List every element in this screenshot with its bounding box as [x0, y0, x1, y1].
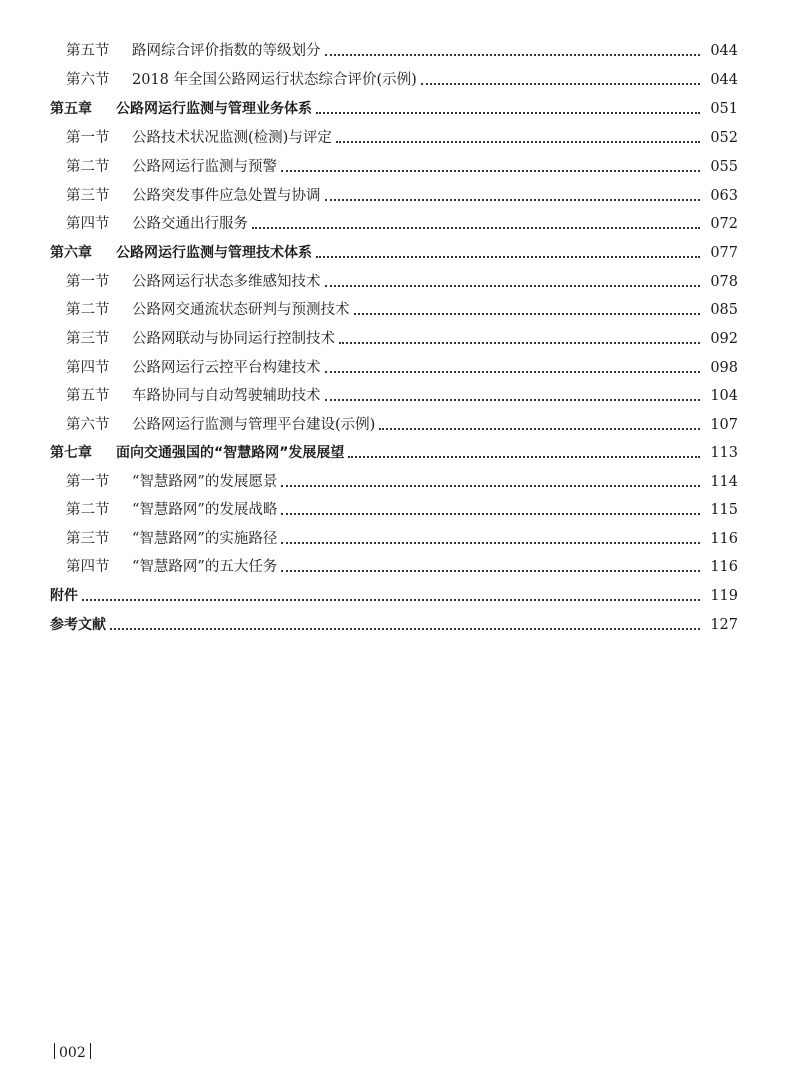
toc-entry-number: 第三节 — [66, 188, 110, 204]
toc-chapter-number: 第五章 — [50, 101, 92, 117]
toc-entry-title: “智慧路网”的五大任务 — [132, 559, 278, 575]
toc-entry-number: 第五节 — [66, 43, 110, 59]
toc-chapter-title: 公路网运行监测与管理技术体系 — [116, 245, 312, 261]
toc-entry[interactable] — [66, 127, 738, 149]
toc-chapter-page: 113 — [710, 445, 738, 461]
toc-entry-page: 116 — [710, 531, 738, 547]
toc-entry[interactable] — [66, 299, 738, 321]
toc-chapter-title: 公路网运行监测与管理业务体系 — [116, 101, 312, 117]
toc-entry[interactable] — [66, 271, 738, 293]
toc-references-title: 参考文献 — [50, 617, 106, 633]
dot-leader — [316, 112, 700, 114]
toc-chapter-title: 面向交通强国的“智慧路网”发展展望 — [116, 445, 345, 461]
toc-entry-title: 公路交通出行服务 — [132, 216, 248, 232]
dot-leader — [421, 83, 700, 85]
dot-leader — [354, 313, 701, 315]
toc-entry-page: 055 — [710, 159, 738, 175]
page-footer — [50, 1043, 95, 1061]
toc-entry-title: 公路网运行监测与管理平台建设(示例) — [132, 417, 376, 433]
dot-leader — [348, 456, 700, 458]
toc-entry[interactable] — [66, 385, 738, 407]
dot-leader — [339, 342, 700, 344]
toc-entry-title: 公路网联动与协同运行控制技术 — [132, 331, 335, 347]
toc-entry-page: 104 — [710, 388, 738, 404]
toc-entry[interactable] — [66, 185, 738, 207]
dot-leader — [325, 371, 701, 373]
dot-leader — [316, 256, 700, 258]
dot-leader — [325, 285, 701, 287]
toc-entry[interactable] — [66, 213, 738, 235]
toc-chapter-page: 077 — [710, 245, 738, 261]
toc-entry[interactable] — [66, 414, 738, 436]
toc-references-page: 127 — [710, 617, 738, 633]
dot-leader — [281, 170, 700, 172]
toc-entry-page: 063 — [710, 188, 738, 204]
toc-appendix-entry[interactable] — [50, 585, 738, 607]
dot-leader — [82, 599, 700, 601]
toc-entry-title: “智慧路网”的实施路径 — [132, 531, 278, 547]
toc-entry-page: 044 — [710, 43, 738, 59]
toc-entry-number: 第二节 — [66, 302, 110, 318]
dot-leader — [110, 628, 700, 630]
toc-entry[interactable] — [66, 328, 738, 350]
toc-appendix-page: 119 — [710, 588, 738, 604]
toc-entry-number: 第二节 — [66, 159, 110, 175]
dot-leader — [325, 54, 701, 56]
toc-entry-number: 第四节 — [66, 360, 110, 376]
dot-leader — [325, 199, 701, 201]
toc-appendix-title: 附件 — [50, 588, 78, 604]
toc-entry-page: 085 — [710, 302, 738, 318]
toc-entry-page: 078 — [710, 274, 738, 290]
toc-entry-page: 107 — [710, 417, 738, 433]
toc-entry-title: 车路协同与自动驾驶辅助技术 — [132, 388, 321, 404]
toc-entry[interactable] — [66, 69, 738, 91]
dot-leader — [281, 485, 700, 487]
toc-entry-number: 第三节 — [66, 331, 110, 347]
toc-chapter[interactable] — [50, 98, 738, 120]
toc-chapter[interactable] — [50, 442, 738, 464]
dot-leader — [379, 428, 700, 430]
dot-leader — [252, 227, 700, 229]
toc-entry-number: 第一节 — [66, 474, 110, 490]
toc-entry-number: 第四节 — [66, 216, 110, 232]
toc-entry[interactable] — [66, 528, 738, 550]
toc-entry[interactable] — [66, 556, 738, 578]
toc-entry-number: 第二节 — [66, 502, 110, 518]
toc-entry[interactable] — [66, 156, 738, 178]
footer-bar-left — [54, 1043, 55, 1059]
toc-entry[interactable] — [66, 471, 738, 493]
toc-entry-page: 115 — [710, 502, 738, 518]
toc-chapter-number: 第六章 — [50, 245, 92, 261]
toc-entry-number: 第六节 — [66, 72, 110, 88]
toc-chapter[interactable] — [50, 242, 738, 264]
toc-entry-page: 114 — [710, 474, 738, 490]
toc-entry-page: 098 — [710, 360, 738, 376]
toc-entry-number: 第一节 — [66, 274, 110, 290]
toc-chapter-number: 第七章 — [50, 445, 92, 461]
toc-entry[interactable] — [66, 357, 738, 379]
page-number: 002 — [59, 1045, 86, 1061]
toc-entry-title: “智慧路网”的发展愿景 — [132, 474, 278, 490]
dot-leader — [281, 542, 700, 544]
dot-leader — [281, 570, 700, 572]
toc-entry-title: “智慧路网”的发展战略 — [132, 502, 278, 518]
toc-entry-page: 052 — [710, 130, 738, 146]
toc-entry-title: 公路技术状况监测(检测)与评定 — [132, 130, 332, 146]
dot-leader — [336, 141, 700, 143]
toc-entry-number: 第六节 — [66, 417, 110, 433]
toc-entry-title: 2018 年全国公路网运行状态综合评价(示例) — [132, 72, 417, 88]
toc-entry-title: 公路网运行状态多维感知技术 — [132, 274, 321, 290]
toc-entry-page: 092 — [710, 331, 738, 347]
toc-entry-title: 公路突发事件应急处置与协调 — [132, 188, 321, 204]
dot-leader — [325, 399, 701, 401]
toc-entry-title: 公路网运行监测与预警 — [132, 159, 277, 175]
toc-references-entry[interactable] — [50, 614, 738, 636]
toc-entry-page: 116 — [710, 559, 738, 575]
toc-entry-title: 公路网运行云控平台构建技术 — [132, 360, 321, 376]
toc-chapter-page: 051 — [710, 101, 738, 117]
toc-entry-page: 044 — [710, 72, 738, 88]
toc-entry[interactable] — [66, 40, 738, 62]
toc-entry[interactable] — [66, 499, 738, 521]
toc-entry-number: 第三节 — [66, 531, 110, 547]
toc-entry-number: 第四节 — [66, 559, 110, 575]
dot-leader — [281, 513, 700, 515]
toc-entry-number: 第五节 — [66, 388, 110, 404]
toc-entry-title: 公路网交通流状态研判与预测技术 — [132, 302, 350, 318]
footer-bar-right — [90, 1043, 91, 1059]
toc-entry-number: 第一节 — [66, 130, 110, 146]
toc-entry-page: 072 — [710, 216, 738, 232]
toc-entry-title: 路网综合评价指数的等级划分 — [132, 43, 321, 59]
